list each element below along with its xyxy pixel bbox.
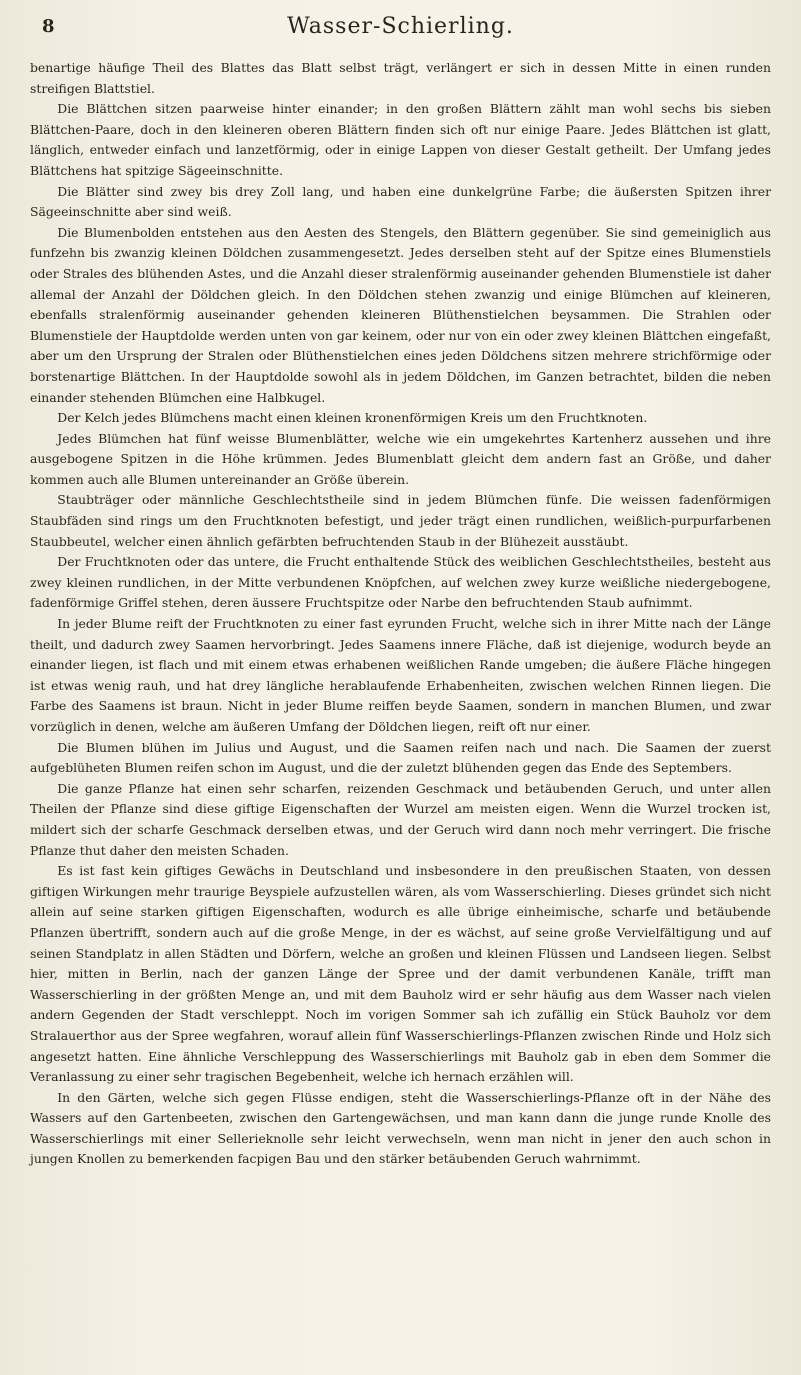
paragraph: Die Blumen blühen im Julius und August, und die Saamen reifen nach und nach. Die Saamen der zuerst aufgeblüheten Blumen reifen schon im August, und die der zuletzt blühenden gegen das Ende des Septembers. (30, 739, 771, 776)
paragraph: Jedes Blümchen hat fünf weisse Blumenblätter, welche wie ein umgekehrtes Kartenherz aussehen und ihre ausgebogene Spitzen in die Höhe krümmen. Jedes Blumenblatt gleicht dem andern fast an Größe, und daher kommen auch alle Blumen untereinander an Größe überein. (30, 430, 771, 487)
paragraph: benartige häufige Theil des Blattes das Blatt selbst trägt, verlängert er sich in dessen Mitte in einen runden streifigen Blattstiel. (30, 60, 771, 96)
paragraph: Die Blättchen sitzen paarweise hinter einander; in den großen Blättern zählt man wohl sechs bis sieben Blättchen-Paare, doch in den kleineren oberen Blättern finden sich oft nur einige Paare. Jedes Blättchen ist glatt, länglich, entweder einfach und lanzetförmig, oder in einige Lappen von dieser Gestalt getheilt. Der Umfang jedes Blättchens hat spitzige Sägeeinschnitte. (30, 101, 771, 178)
body-text (30, 58, 771, 1170)
running-head: Wasser-Schierling. (287, 14, 514, 39)
paragraph: Die Blumenbolden entstehen aus den Aesten des Stengels, den Blättern gegenüber. Sie sind gemeiniglich aus funfzehn bis zwanzig kleinen Döldchen zusammengesetzt. Jedes derselben steht auf der Spitze eines Blumenstiels oder Strales des blühenden Astes, und die Anzahl dieser stralenförmig auseinander gehenden Blumenstiele ist daher allemal der Anzahl der Döldchen gleich. In den Döldchen stehen zwanzig und einige Blümchen auf kleineren, ebenfalls stralenförmig auseinander gehenden kleineren Blüthenstielchen beysammen. Die Strahlen oder Blumenstiele der Hauptdolde werden unten von gar keinem, oder nur von ein oder zwey kleinen Blättchen eingefaßt, aber um den Ursprung der Stralen oder Blüthenstielchen eines jeden Döldchens sitzen mehrere strichförmige oder borstenartige Blättchen. In der Hauptdolde sowohl als in jedem Döldchen, im Ganzen betrachtet, bilden die neben einander stehenden Blümchen eine Halbkugel. (30, 224, 771, 405)
paragraph: Der Kelch jedes Blümchens macht einen kleinen kronenförmigen Kreis um den Fruchtknoten. (57, 410, 648, 426)
page-header (30, 14, 771, 44)
paragraph: Der Fruchtknoten oder das untere, die Frucht enthaltende Stück des weiblichen Geschlechtstheiles, besteht aus zwey kleinen rundlichen, in der Mitte verbundenen Knöpfchen, auf welchen zwey kurze weißliche niedergebogene, fadenförmige Griffel stehen, deren äussere Fruchtspitze oder Narbe den befruchtenden Staub aufnimmt. (30, 554, 771, 611)
paragraph: Staubträger oder männliche Geschlechtstheile sind in jedem Blümchen fünfe. Die weissen fadenförmigen Staubfäden sind rings um den Fruchtknoten befestigt, und jeder trägt einen rundlichen, weißlich-purpurfarbenen Staubbeutel, welcher einen ähnlich gefärbten befruchtenden Staub in der Blühezeit ausstäubt. (30, 492, 771, 549)
paragraph: Die ganze Pflanze hat einen sehr scharfen, reizenden Geschmack und betäubenden Geruch, und unter allen Theilen der Pflanze sind diese giftige Eigenschaften der Wurzel am meisten eigen. Wenn die Wurzel trocken ist, mildert sich der scharfe Geschmack derselben etwas, und der Geruch wird dann noch mehr verringert. Die frische Pflanze thut daher den meisten Schaden. (30, 780, 771, 858)
paragraph: In den Gärten, welche sich gegen Flüsse endigen, steht die Wasserschierlings-Pflanze oft in der Nähe des Wassers auf den Gartenbeeten, zwischen den Gartengewächsen, und man kann dann die junge runde Knolle des Wasserschierlings mit einer Sellerieknolle sehr leicht verwechseln, wenn man nicht in jener den auch schon in jungen Knollen zu bemerkenden facpigen Bau und den stärker betäubenden Geruch wahrnimmt. (30, 1089, 771, 1167)
paragraph: Es ist fast kein giftiges Gewächs in Deutschland und insbesondere in den preußischen Staaten, von dessen giftigen Wirkungen mehr traurige Beyspiele aufzustellen wären, als vom Wasserschierling. Dieses gründet sich nicht allein auf seine starken giftigen Eigenschaften, wodurch es alle übrige einheimische, scharfe und betäubende Pflanzen übertrifft, sondern auch auf die große Menge, in der es wächst, auf seine große Vervielfältigung und auf seinen Standplatz in allen Städten und Dörfern, welche an großen und kleinen Flüssen und Landseen liegen. Selbst hier, mitten in Berlin, nach der ganzen Länge der Spree und der damit verbundenen Kanäle, trifft man Wasserschierling in der größten Menge an, und mit dem Bauholz wird er sehr häufig aus dem Wasser nach vielen andern Gegenden der Stadt verschleppt. Noch im vorigen Sommer sah ich zufällig ein Stück Bauholz vor dem Stralauerthor aus der Spree wegfahren, worauf allein fünf Wasserschierlings-Pflanzen zwischen Rinde und Holz sich angesetzt hatten. Eine ähnliche Verschleppung des Wasserschierlings mit Bauholz gab in eben dem Sommer die Veranlassung zu einer sehr tragischen Begebenheit, welche ich hernach erzählen will. (30, 863, 771, 1085)
paragraph: Die Blätter sind zwey bis drey Zoll lang, und haben eine dunkelgrüne Farbe; die äußersten Spitzen ihrer Sägeeinschnitte aber sind weiß. (30, 183, 771, 220)
page-number: 8 (42, 16, 55, 37)
paragraph: In jeder Blume reift der Fruchtknoten zu einer fast eyrunden Frucht, welche sich in ihrer Mitte nach der Länge theilt, und dadurch zwey Saamen hervorbringt. Jedes Saamens innere Fläche, daß ist diejenige, wodurch beyde an einander liegen, ist flach und mit einem etwas erhabenen weißlichen Rande umgeben; die äußere Fläche hingegen ist etwas wenig rauh, und hat drey längliche herablaufende Erhabenheiten, zwischen welchen Rinnen liegen. Die Farbe des Saamens ist braun. Nicht in jeder Blume reiffen beyde Saamen, sondern in manchen Blumen, und zwar vorzüglich in denen, welche am äußeren Umfang der Döldchen liegen, reift oft nur einer. (30, 616, 771, 734)
